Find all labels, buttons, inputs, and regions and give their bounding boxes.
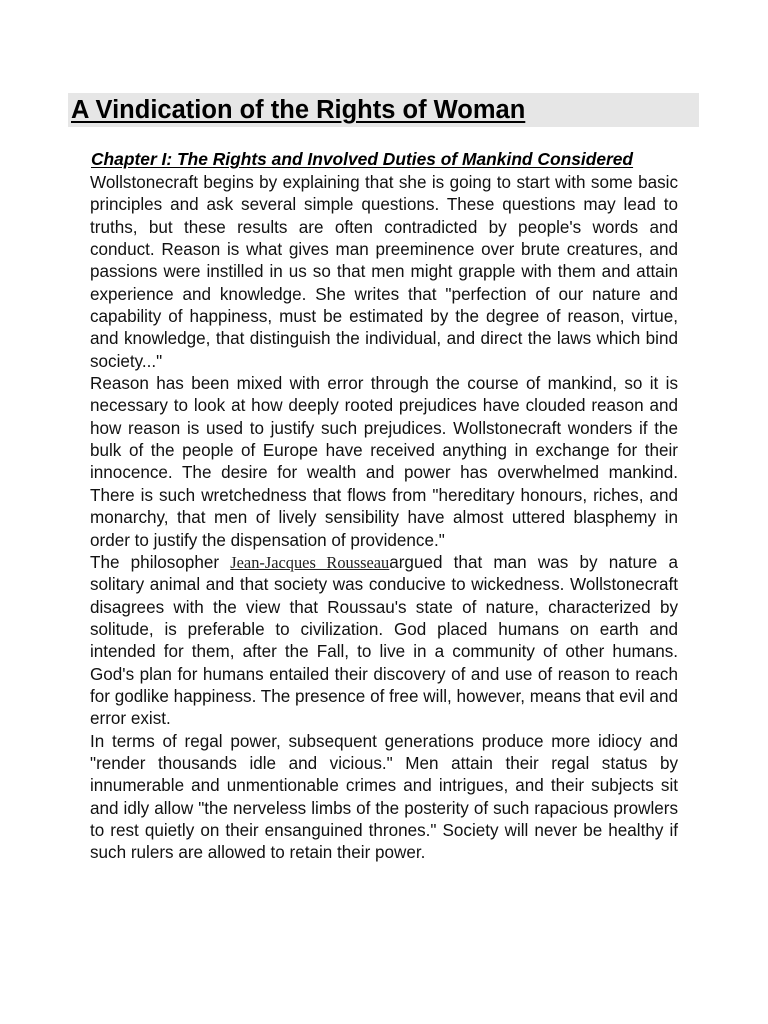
paragraph-2: Reason has been mixed with error through the course of mankind, so it is necessary to look at how deeply rooted prejudices have clouded reason and how reason is used to justify such prejudices. Wollstonecraft wonders if the bulk of the people of Europe have received anything in exchange for their innocence. The desire for wealth and power has overwhelmed mankind. There is such wretchedness that flows from "hereditary honours, riches, and monarchy, that men of lively sensibility have almost uttered blasphemy in order to justify the dispensation of providence." <box>90 374 678 550</box>
paragraph-3 <box>90 552 678 731</box>
chapter-heading: Chapter I: The Rights and Involved Duties of Mankind Considered <box>91 149 634 169</box>
paragraph-4: In terms of regal power, subsequent generations produce more idiocy and "render thousands idle and vicious." Men attain their regal status by innumerable and unmentionable crimes and intrigues, and their subjects sit and idly allow "the nerveless limbs of the posterity of such rapacious prowlers to rest quietly on their ensanguined thrones." Society will never be healthy if such rulers are allowed to retain their power. <box>90 731 678 863</box>
paragraph-3-body: argued that man was by nature a solitary animal and that society was conducive to wickedness. Wollstonecraft disagrees with the view that Roussau's state of nature, characterized by solitude, is preferable to civilization. God placed humans on earth and intended for them, after the Fall, to live in a community of other humans. God's plan for humans entailed their discovery of and use of reason to reach for godlike happiness. The presence of free will, however, means that evil and error exist. <box>90 552 678 729</box>
rousseau-link[interactable]: Jean-Jacques Rousseau <box>230 552 390 572</box>
body-text <box>90 172 678 865</box>
paragraph-1: Wollstonecraft begins by explaining that she is going to start with some basic principles and ask several simple questions. These questions may lead to truths, but these results are often contradicted by people's words and conduct. Reason is what gives man preeminence over brute creatures, and passions were instilled in us so that men might grapple with them and attain experience and knowledge. She writes that "perfection of our nature and capability of happiness, must be estimated by the degree of reason, virtue, and knowledge, that distinguish the individual, and direct the laws which bind society..." <box>90 173 678 371</box>
document-title: A Vindication of the Rights of Woman <box>71 96 526 124</box>
paragraph-3-intro: The philosopher <box>90 552 231 572</box>
